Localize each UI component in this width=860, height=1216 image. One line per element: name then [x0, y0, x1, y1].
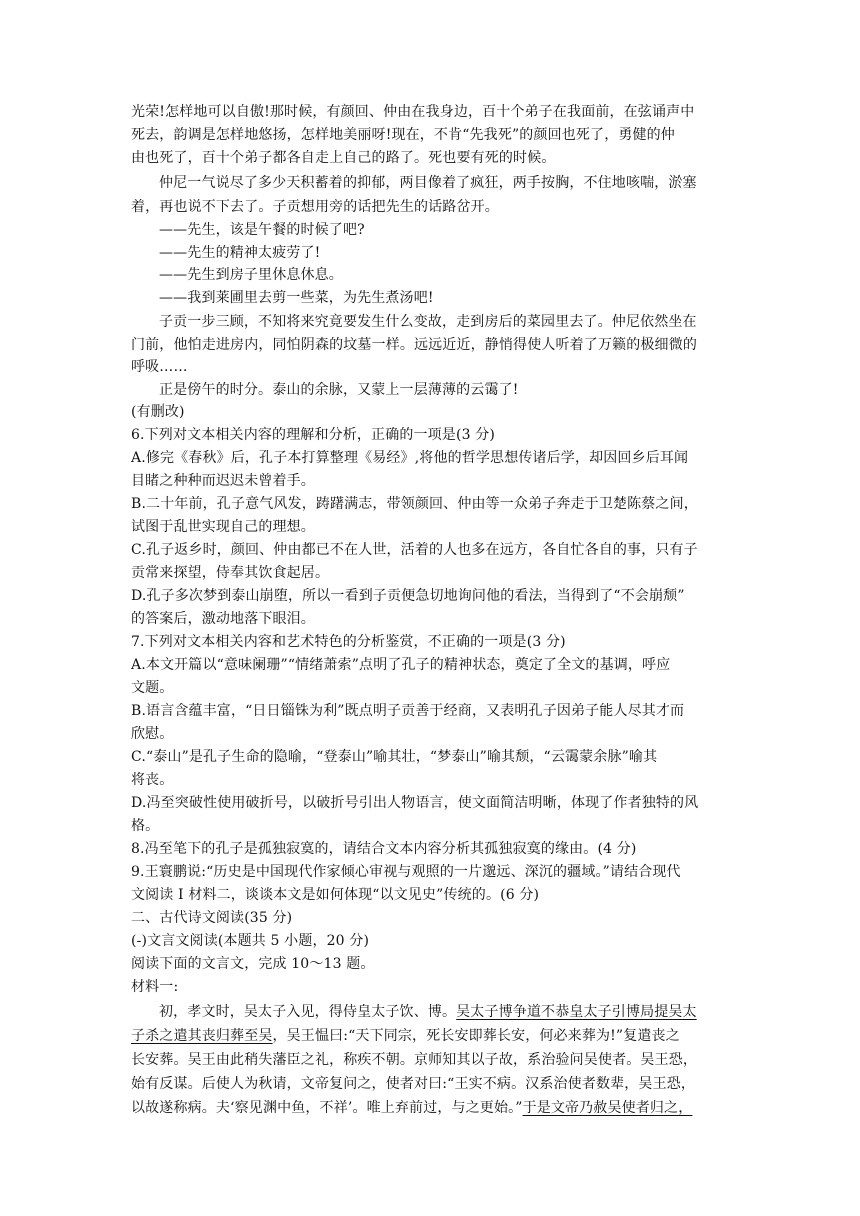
underlined-text: 吴太子博争道不恭皇太子引博局提吴太	[456, 1004, 697, 1020]
option-line: B.语言含蕴丰富，“日日锱铢为利”既点明子贡善于经商，又表明孔子因弟子能人尽其才而	[131, 703, 685, 719]
instruction-text: 阅读下面的文言文，完成 10～13 题。	[131, 956, 375, 972]
option-line: B.二十年前，孔子意气风发，踌躇满志，带领颜回、仲由等一众弟子奔走于卫楚陈蔡之间，	[131, 496, 698, 512]
question-stem: 文阅读 I 材料二，谈谈本文是如何体现“以文见史”传统的。(6 分)	[131, 887, 540, 903]
option-line: A.本文开篇以“意味阑珊”“情绪萧索”点明了孔子的精神状态，奠定了全文的基调，呼应	[131, 657, 671, 673]
dialogue-line: ——先生到房子里休息休息。	[159, 267, 343, 283]
passage-line: 仲尼一气说尽了多少天积蓄着的抑郁，两目像着了疯狂，两手按胸，不住地咳喘，淤塞	[159, 175, 697, 191]
underlined-text: 子杀之遣其丧归葬至吴	[131, 1028, 273, 1044]
material-line: 长安葬。吴王由此稍失藩臣之礼，称疾不朝。京师知其以子故，系治验问吴使者。吴王恐，	[131, 1052, 697, 1068]
material-line	[131, 1097, 729, 1119]
passage-line: 呼吸……	[131, 359, 188, 375]
passage-line: 子贡一步三顾，不知将来究竟要发生什么变故，走到房后的菜园里去了。仲尼依然坐在	[159, 314, 697, 330]
question-stem: 6.下列对文本相关内容的理解和分析，正确的一项是(3 分)	[131, 427, 495, 443]
passage-line: 死去，韵调是怎样地悠扬，怎样地美丽呀!现在，不肯“先我死”的颜回也死了，勇健的仲	[131, 127, 675, 143]
material-text: 以故遂称病。夫‘察见渊中鱼，不祥’。唯上弃前过，与之更始。”	[131, 1100, 523, 1116]
question-stem: 7.下列对文本相关内容和艺术特色的分析鉴赏，不正确的一项是(3 分)	[131, 634, 566, 650]
source-note: (有删改)	[131, 404, 185, 420]
material-line	[131, 1025, 729, 1047]
option-line: 的答案后，激动地落下眼泪。	[131, 611, 315, 627]
option-line: D.冯至突破性使用破折号，以破折号引出人物语言，使文面简洁明晰，体现了作者独特的风	[131, 795, 699, 811]
material-line: 始有反谋。后使人为秋请，文帝复问之，使者对曰:“王实不病。汉系治使者数辈，吴王恐，	[131, 1076, 696, 1092]
dialogue-line: ——我到莱圃里去剪一些菜，为先生煮汤吧!	[159, 290, 434, 306]
dialogue-line: ——先生，该是午餐的时候了吧?	[159, 222, 365, 238]
option-line: 欣慰。	[131, 726, 174, 742]
section-heading: 二、古代诗文阅读(35 分)	[131, 910, 293, 926]
option-line: 格。	[131, 818, 160, 834]
option-line: D.孔子多次梦到泰山崩堕，所以一看到子贡便急切地询问他的看法，当得到了“不会崩颓”	[131, 588, 685, 604]
passage-line: 光荣!怎样地可以自傲!那时候，有颜回、仲由在我身边，百十个弟子在我面前，在弦诵声中	[131, 104, 695, 120]
material-label: 材料一:	[131, 979, 179, 995]
underlined-text: 于是文帝乃赦吴使者归之，	[522, 1100, 693, 1116]
material-line	[159, 1001, 729, 1023]
option-line: A.修完《春秋》后，孔子本打算整理《易经》,将他的哲学思想传诸后学，却因回乡后耳闻	[131, 450, 689, 466]
option-line: 贡常来探望，侍奉其饮食起居。	[131, 565, 330, 581]
passage-line: 着，再也说不下去了。子贡想用旁的话把先生的话路岔开。	[131, 199, 499, 215]
dialogue-line: ——先生的精神太疲劳了!	[159, 245, 321, 261]
option-line: 目睹之种种而迟迟未曾着手。	[131, 473, 315, 489]
option-line: C.“泰山”是孔子生命的隐喻，“登泰山”喻其壮，“梦泰山”喻其颓，“云霭蒙余脉”喻其	[131, 749, 658, 765]
option-line: 试图于乱世实现自己的理想。	[131, 519, 315, 535]
question-stem: 9.王寰鹏说:“历史是中国现代作家倾心审视与观照的一片邈远、深沉的疆域。”请结合现代	[131, 864, 681, 880]
option-line: 文题。	[131, 680, 174, 696]
question-stem: 8.冯至笔下的孔子是孤独寂寞的，请结合文本内容分析其孤独寂寞的缘由。(4 分)	[131, 841, 637, 857]
passage-line: 正是傍午的时分。泰山的余脉，又蒙上一层薄薄的云霭了!	[159, 382, 519, 398]
passage-line: 门前，他怕走进房内，同怕阴森的坟墓一样。远远近近，静悄得使人听着了万籁的极细微的	[131, 337, 697, 353]
option-line: C.孔子返乡时，颜回、仲由都已不在人世，活着的人也多在远方，各自忙各自的事，只有子	[131, 542, 698, 558]
subsection-heading: (-)文言文阅读(本题共 5 小题，20 分)	[131, 933, 370, 949]
material-text: ，吴王愠曰:“天下同宗，死长安即葬长安，何必来葬为!”复遣丧之	[272, 1028, 680, 1044]
material-text: 初，孝文时，吴太子入见，得侍皇太子饮、博。	[159, 1004, 457, 1020]
option-line: 将丧。	[131, 772, 174, 788]
passage-line: 由也死了，百十个弟子都各自走上自己的路了。死也要有死的时候。	[131, 150, 556, 166]
